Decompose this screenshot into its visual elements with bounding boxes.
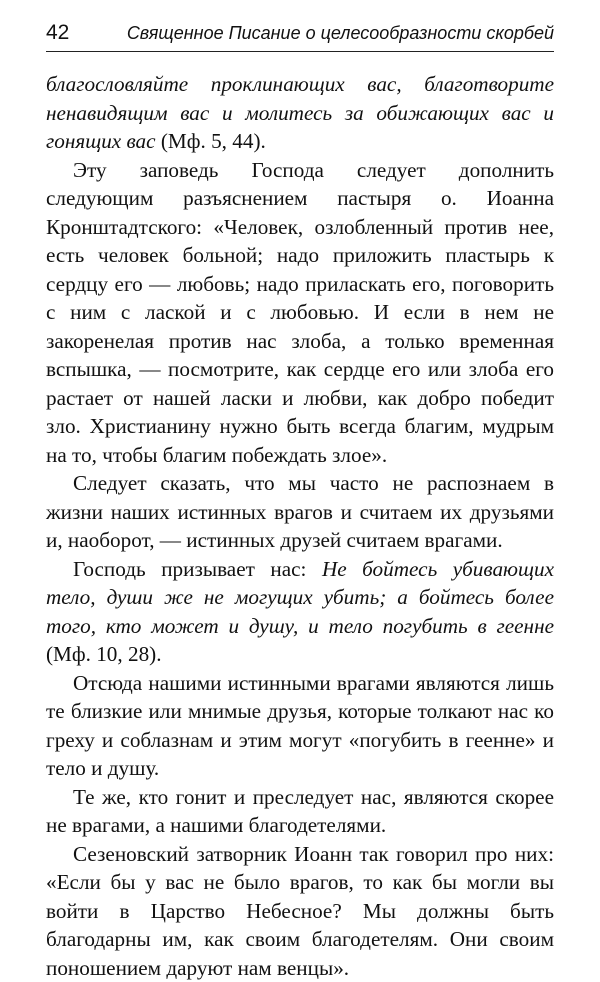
paragraph-lead: Господь призывает нас: (73, 557, 322, 581)
scripture-reference: (Мф. 10, 28). (46, 642, 162, 666)
scripture-quote: Не бойтесь убивающих тело, души же не могущих убить; а бойтесь более того, кто может и душу, и тело погубить в геенне (46, 557, 554, 638)
paragraph-scripture-quote (46, 70, 554, 156)
paragraph: Эту заповедь Господа следует дополнить следующим разъяснением пастыря о. Иоанна Кронштадтского: «Человек, озлобленный против нее, есть человек больной; надо приложить пластырь к сердцу его — любовь; надо приласкать его, поговорить с ним с лаской и с любовью. И если в нем не закоренелая против нас злоба, а только временная вспышка, — посмотрите, как сердце его или злоба его растает от нашей ласки и любви, как добро победит зло. Христианину нужно быть всегда благим, мудрым на то, чтобы благим побеждать злое». (46, 156, 554, 470)
paragraph-scripture-quote (46, 555, 554, 669)
paragraph: Сезеновский затворник Иоанн так говорил про них: «Если бы у вас не было врагов, то как бы могли вы войти в Царство Небесное? Мы должны быть благодарны им, как своим благодетелям. Они своим поношением даруют нам венцы». (46, 840, 554, 982)
page-header (46, 20, 554, 48)
paragraph: Те же, кто гонит и преследует нас, являются скорее не врагами, а нашими благодетелями. (46, 783, 554, 840)
page-number: 42 (46, 20, 69, 46)
scripture-reference: (Мф. 5, 44). (156, 129, 266, 153)
running-title: Священное Писание о целесообразности скорбей (127, 20, 554, 46)
body-text (46, 70, 554, 982)
scripture-quote: благословляйте проклинающих вас, благотворите ненавидящим вас и молитесь за обижающих вас и гонящих вас (46, 72, 554, 153)
paragraph: Следует сказать, что мы часто не распознаем в жизни наших истинных врагов и считаем их друзьями и, наоборот, — истинных друзей считаем врагами. (46, 469, 554, 555)
paragraph: Отсюда нашими истинными врагами являются лишь те близкие или мнимые друзья, которые толкают нас ко греху и соблазнам и этим могут «погубить в геенне» и тело и душу. (46, 669, 554, 783)
header-rule (46, 51, 554, 52)
